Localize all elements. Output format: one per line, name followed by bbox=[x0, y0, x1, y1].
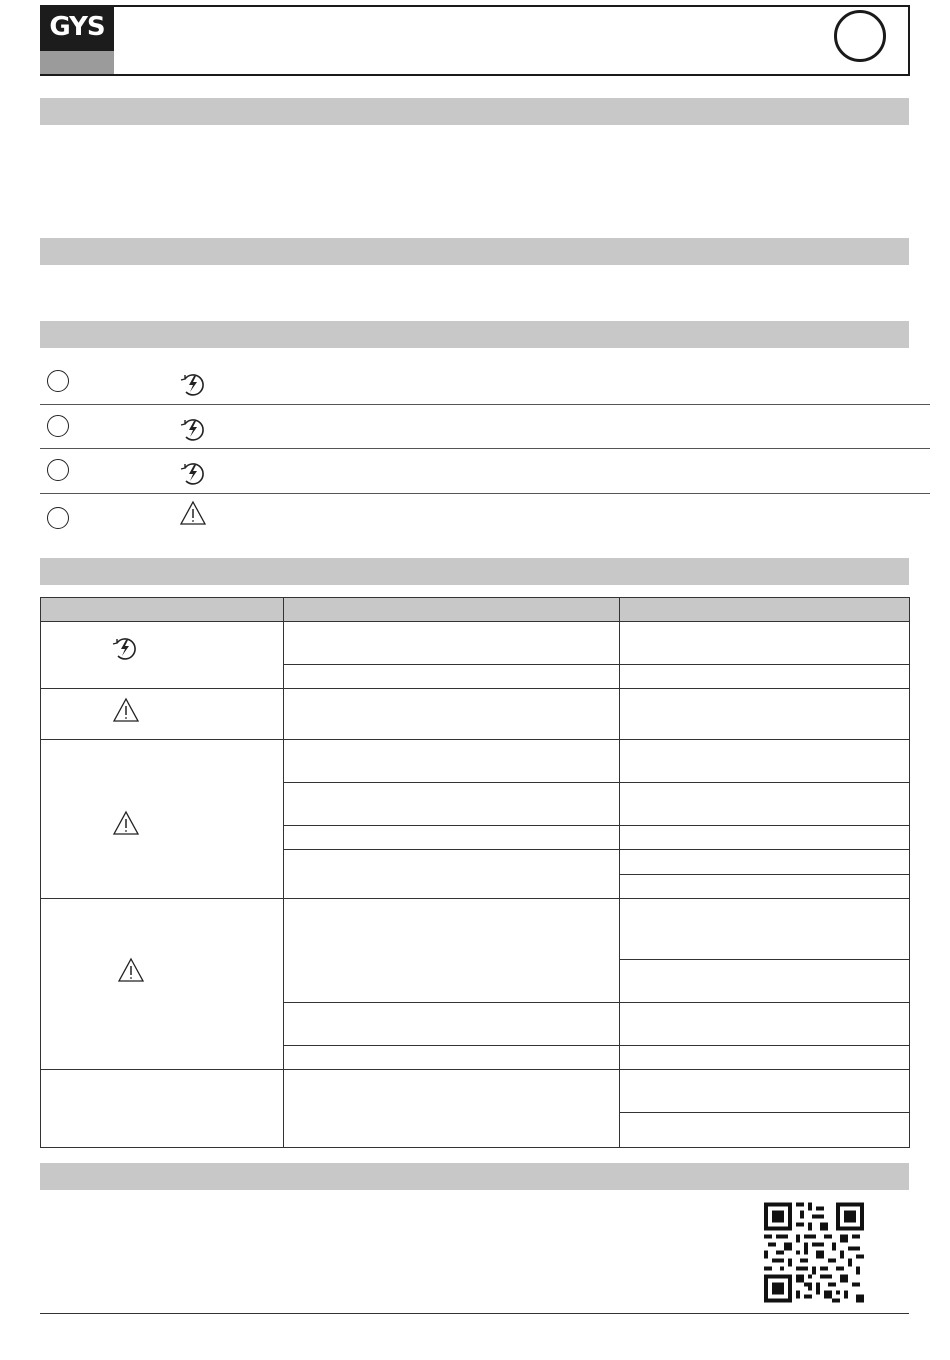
gys-logo bbox=[40, 5, 114, 74]
table-subrow-divider bbox=[283, 1002, 910, 1003]
table-border-top bbox=[40, 597, 910, 598]
table-subrow-divider bbox=[283, 849, 910, 850]
table-subrow-divider bbox=[283, 825, 910, 826]
table-column-divider bbox=[619, 597, 620, 1148]
list-number-circle bbox=[47, 507, 69, 529]
list-divider bbox=[40, 493, 930, 494]
table-subrow-divider bbox=[283, 1045, 910, 1046]
table-subrow-divider bbox=[619, 874, 910, 875]
charge-cycle-icon bbox=[110, 635, 138, 661]
logo-gray-block bbox=[40, 51, 114, 74]
list-number-circle bbox=[47, 415, 69, 437]
table-border-right bbox=[909, 597, 910, 1148]
section-bar-5 bbox=[40, 1163, 909, 1190]
footer-divider bbox=[40, 1313, 909, 1314]
header-frame bbox=[40, 5, 910, 76]
charge-cycle-icon bbox=[178, 460, 206, 486]
warning-triangle-icon bbox=[179, 500, 207, 526]
charge-cycle-icon bbox=[178, 416, 206, 442]
table-subrow-divider bbox=[619, 1112, 910, 1113]
language-badge-circle bbox=[834, 10, 886, 62]
section-bar-1 bbox=[40, 98, 909, 125]
list-divider bbox=[40, 404, 930, 405]
logo-text: GYS bbox=[49, 12, 105, 42]
table-column-divider bbox=[283, 597, 284, 1148]
table-row-divider bbox=[40, 898, 910, 899]
list-number-circle bbox=[47, 370, 69, 392]
warning-triangle-icon bbox=[112, 697, 140, 723]
table-row-divider bbox=[40, 1069, 910, 1070]
charge-cycle-icon bbox=[178, 371, 206, 397]
warning-triangle-icon bbox=[117, 957, 145, 983]
qr-code bbox=[764, 1201, 864, 1304]
table-header-row bbox=[40, 597, 909, 621]
table-border-bottom bbox=[40, 1147, 910, 1148]
table-subrow-divider bbox=[283, 664, 910, 665]
list-divider bbox=[40, 448, 930, 449]
section-bar-2 bbox=[40, 238, 909, 265]
warning-triangle-icon bbox=[112, 810, 140, 836]
section-bar-3 bbox=[40, 321, 909, 348]
table-row-divider bbox=[40, 739, 910, 740]
table-subrow-divider bbox=[619, 959, 910, 960]
list-number-circle bbox=[47, 459, 69, 481]
table-row-divider bbox=[40, 621, 910, 622]
section-bar-4 bbox=[40, 558, 909, 585]
table-subrow-divider bbox=[283, 782, 910, 783]
table-row-divider bbox=[40, 688, 910, 689]
table-border-left bbox=[40, 597, 41, 1148]
